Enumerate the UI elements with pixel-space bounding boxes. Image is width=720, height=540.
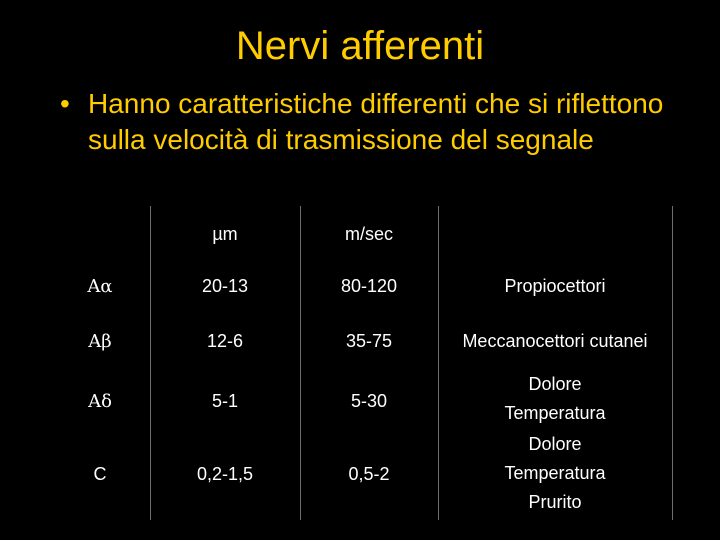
function-line: Propiocettori [504,276,606,296]
fiber-diameter: 20-13 [201,276,249,296]
fiber-diameter: 12-6 [206,331,244,351]
fiber-speed: 5-30 [350,391,388,411]
fiber-diameter: 5-1 [211,391,238,411]
function-line: Temperatura [504,463,606,483]
function-line: Meccanocettori cutanei [462,331,648,351]
function-line: Dolore [528,434,582,454]
fiber-speed: 80-120 [340,276,398,296]
bullet-item [60,86,680,158]
fiber-function [438,327,672,356]
bullet-dot: • [60,88,70,119]
fiber-function [438,370,672,428]
bullet-text: Hanno caratteristiche differenti che si riflettono sulla velocità di trasmissione del segnale [88,88,664,155]
fiber-function [438,430,672,517]
header-diameter: µm [212,224,238,244]
fiber-function [438,272,672,301]
fiber-type: Aβ [88,331,112,352]
fiber-speed: 0,5-2 [348,464,390,484]
fiber-speed: 35-75 [345,331,393,351]
fiber-diameter: 0,2-1,5 [196,464,254,484]
function-line: Temperatura [504,403,606,423]
fiber-table [0,206,720,520]
function-line: Dolore [528,374,582,394]
column-divider [672,206,673,520]
slide-title: Nervi afferenti [235,24,485,68]
fiber-type: Aδ [88,391,112,412]
fiber-type: Aα [87,276,113,297]
fiber-type: C [93,464,107,484]
header-speed: m/sec [344,224,393,244]
function-line: Prurito [528,492,582,512]
